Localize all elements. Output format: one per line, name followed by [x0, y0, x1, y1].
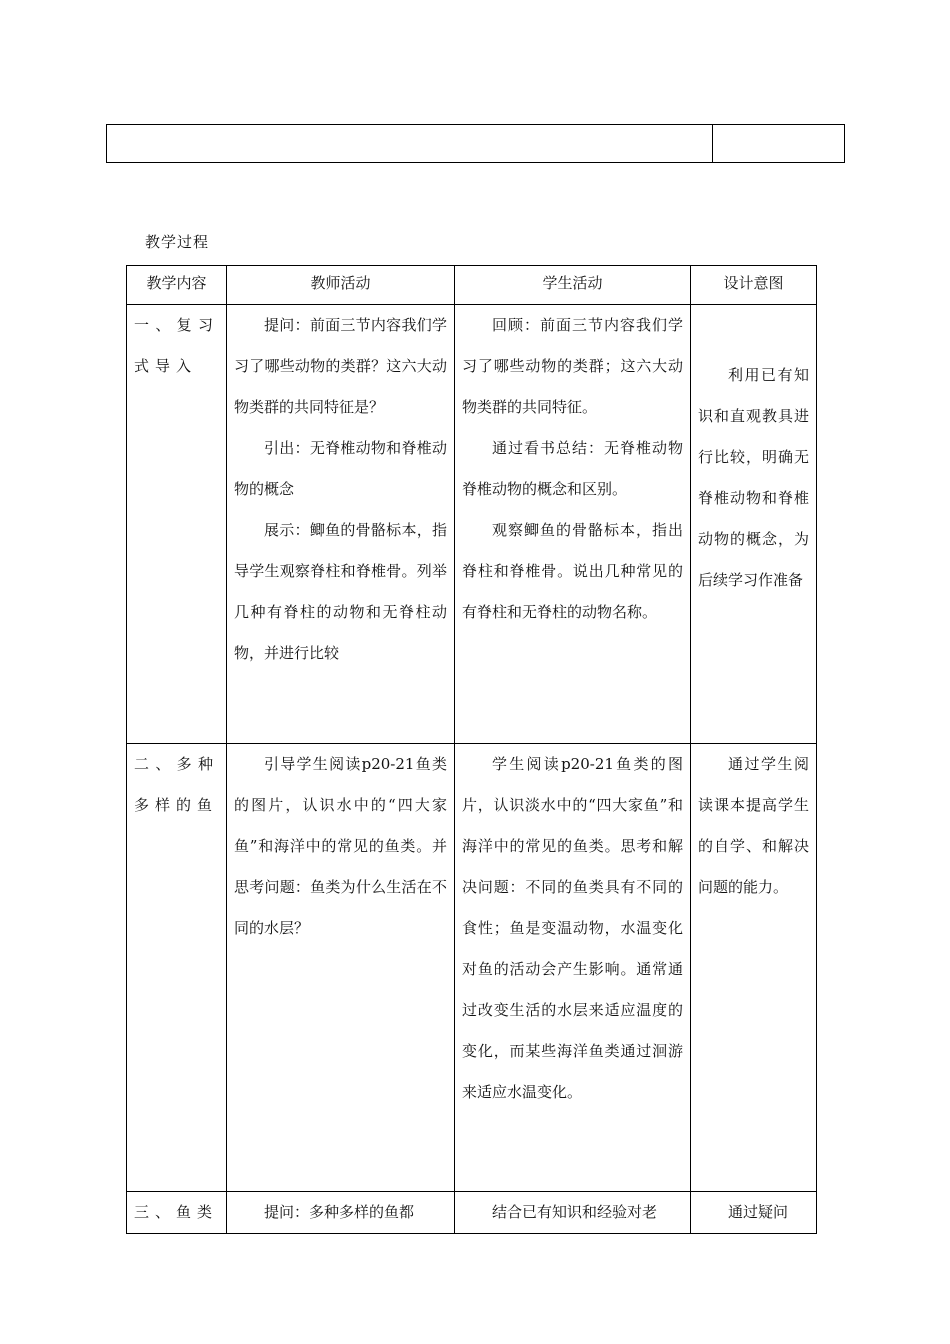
row1-student-p2: 通过看书总结：无脊椎动物脊椎动物的概念和区别。	[462, 439, 683, 498]
row2-design: 通过学生阅读课本提高学生的自学、和解决问题的能力。	[691, 744, 817, 1192]
row2-content: 二、多种多样的鱼	[127, 744, 227, 1192]
row3-student	[455, 1192, 691, 1234]
row1-student	[455, 305, 691, 744]
row2-student	[455, 744, 691, 1192]
row3-design: 通过疑问	[691, 1192, 817, 1234]
row3-student-p1: 结合已有知识和经验对老	[492, 1203, 658, 1221]
header-info-table	[106, 124, 845, 163]
row2-teacher-p1: 引导学生阅读p20-21鱼类的图片，认识水中的“四大家鱼”和海洋中的常见的鱼类。并思考问题：鱼类为什么生活在不同的水层？	[234, 755, 447, 937]
row3-teacher	[227, 1192, 455, 1234]
header-teacher: 教师活动	[227, 266, 455, 305]
table-row	[127, 744, 817, 1192]
row1-teacher-p2: 引出：无脊椎动物和脊椎动物的概念	[234, 439, 447, 498]
table-header-row	[127, 266, 817, 305]
table-row	[127, 305, 817, 744]
row1-content: 一、复习式导入	[127, 305, 227, 744]
header-content: 教学内容	[127, 266, 227, 305]
section-title: 教学过程	[145, 233, 210, 251]
row3-content: 三、鱼类	[127, 1192, 227, 1234]
header-table-divider	[712, 125, 713, 162]
lesson-process-table	[126, 265, 817, 1234]
row1-student-p1: 回顾：前面三节内容我们学习了哪些动物的类群；这六大动物类群的共同特征。	[462, 316, 683, 416]
row1-teacher-p3: 展示：鲫鱼的骨骼标本，指导学生观察脊柱和脊椎骨。列举几种有脊柱的动物和无脊柱动物，并进行比较	[234, 521, 447, 662]
row1-teacher-p1: 提问：前面三节内容我们学习了哪些动物的类群？这六大动物类群的共同特征是？	[234, 316, 447, 416]
header-design: 设计意图	[691, 266, 817, 305]
table-row	[127, 1192, 817, 1234]
row1-design: 利用已有知识和直观教具进行比较，明确无脊椎动物和脊椎动物的概念，为后续学习作准备	[691, 305, 817, 744]
row2-teacher	[227, 744, 455, 1192]
header-student: 学生活动	[455, 266, 691, 305]
row2-student-p1: 学生阅读p20-21鱼类的图片，认识淡水中的“四大家鱼”和海洋中的常见的鱼类。思考和解决问题：不同的鱼类具有不同的食性；鱼是变温动物，水温变化对鱼的活动会产生影响。通常通过改变生活的水层来适应温度的变化，而某些海洋鱼类通过洄游来适应水温变化。	[462, 755, 683, 1101]
row3-teacher-p1: 提问：多种多样的鱼都	[264, 1203, 415, 1221]
row1-student-p3: 观察鲫鱼的骨骼标本，指出脊柱和脊椎骨。说出几种常见的有脊柱和无脊柱的动物名称。	[462, 521, 683, 621]
row1-teacher	[227, 305, 455, 744]
